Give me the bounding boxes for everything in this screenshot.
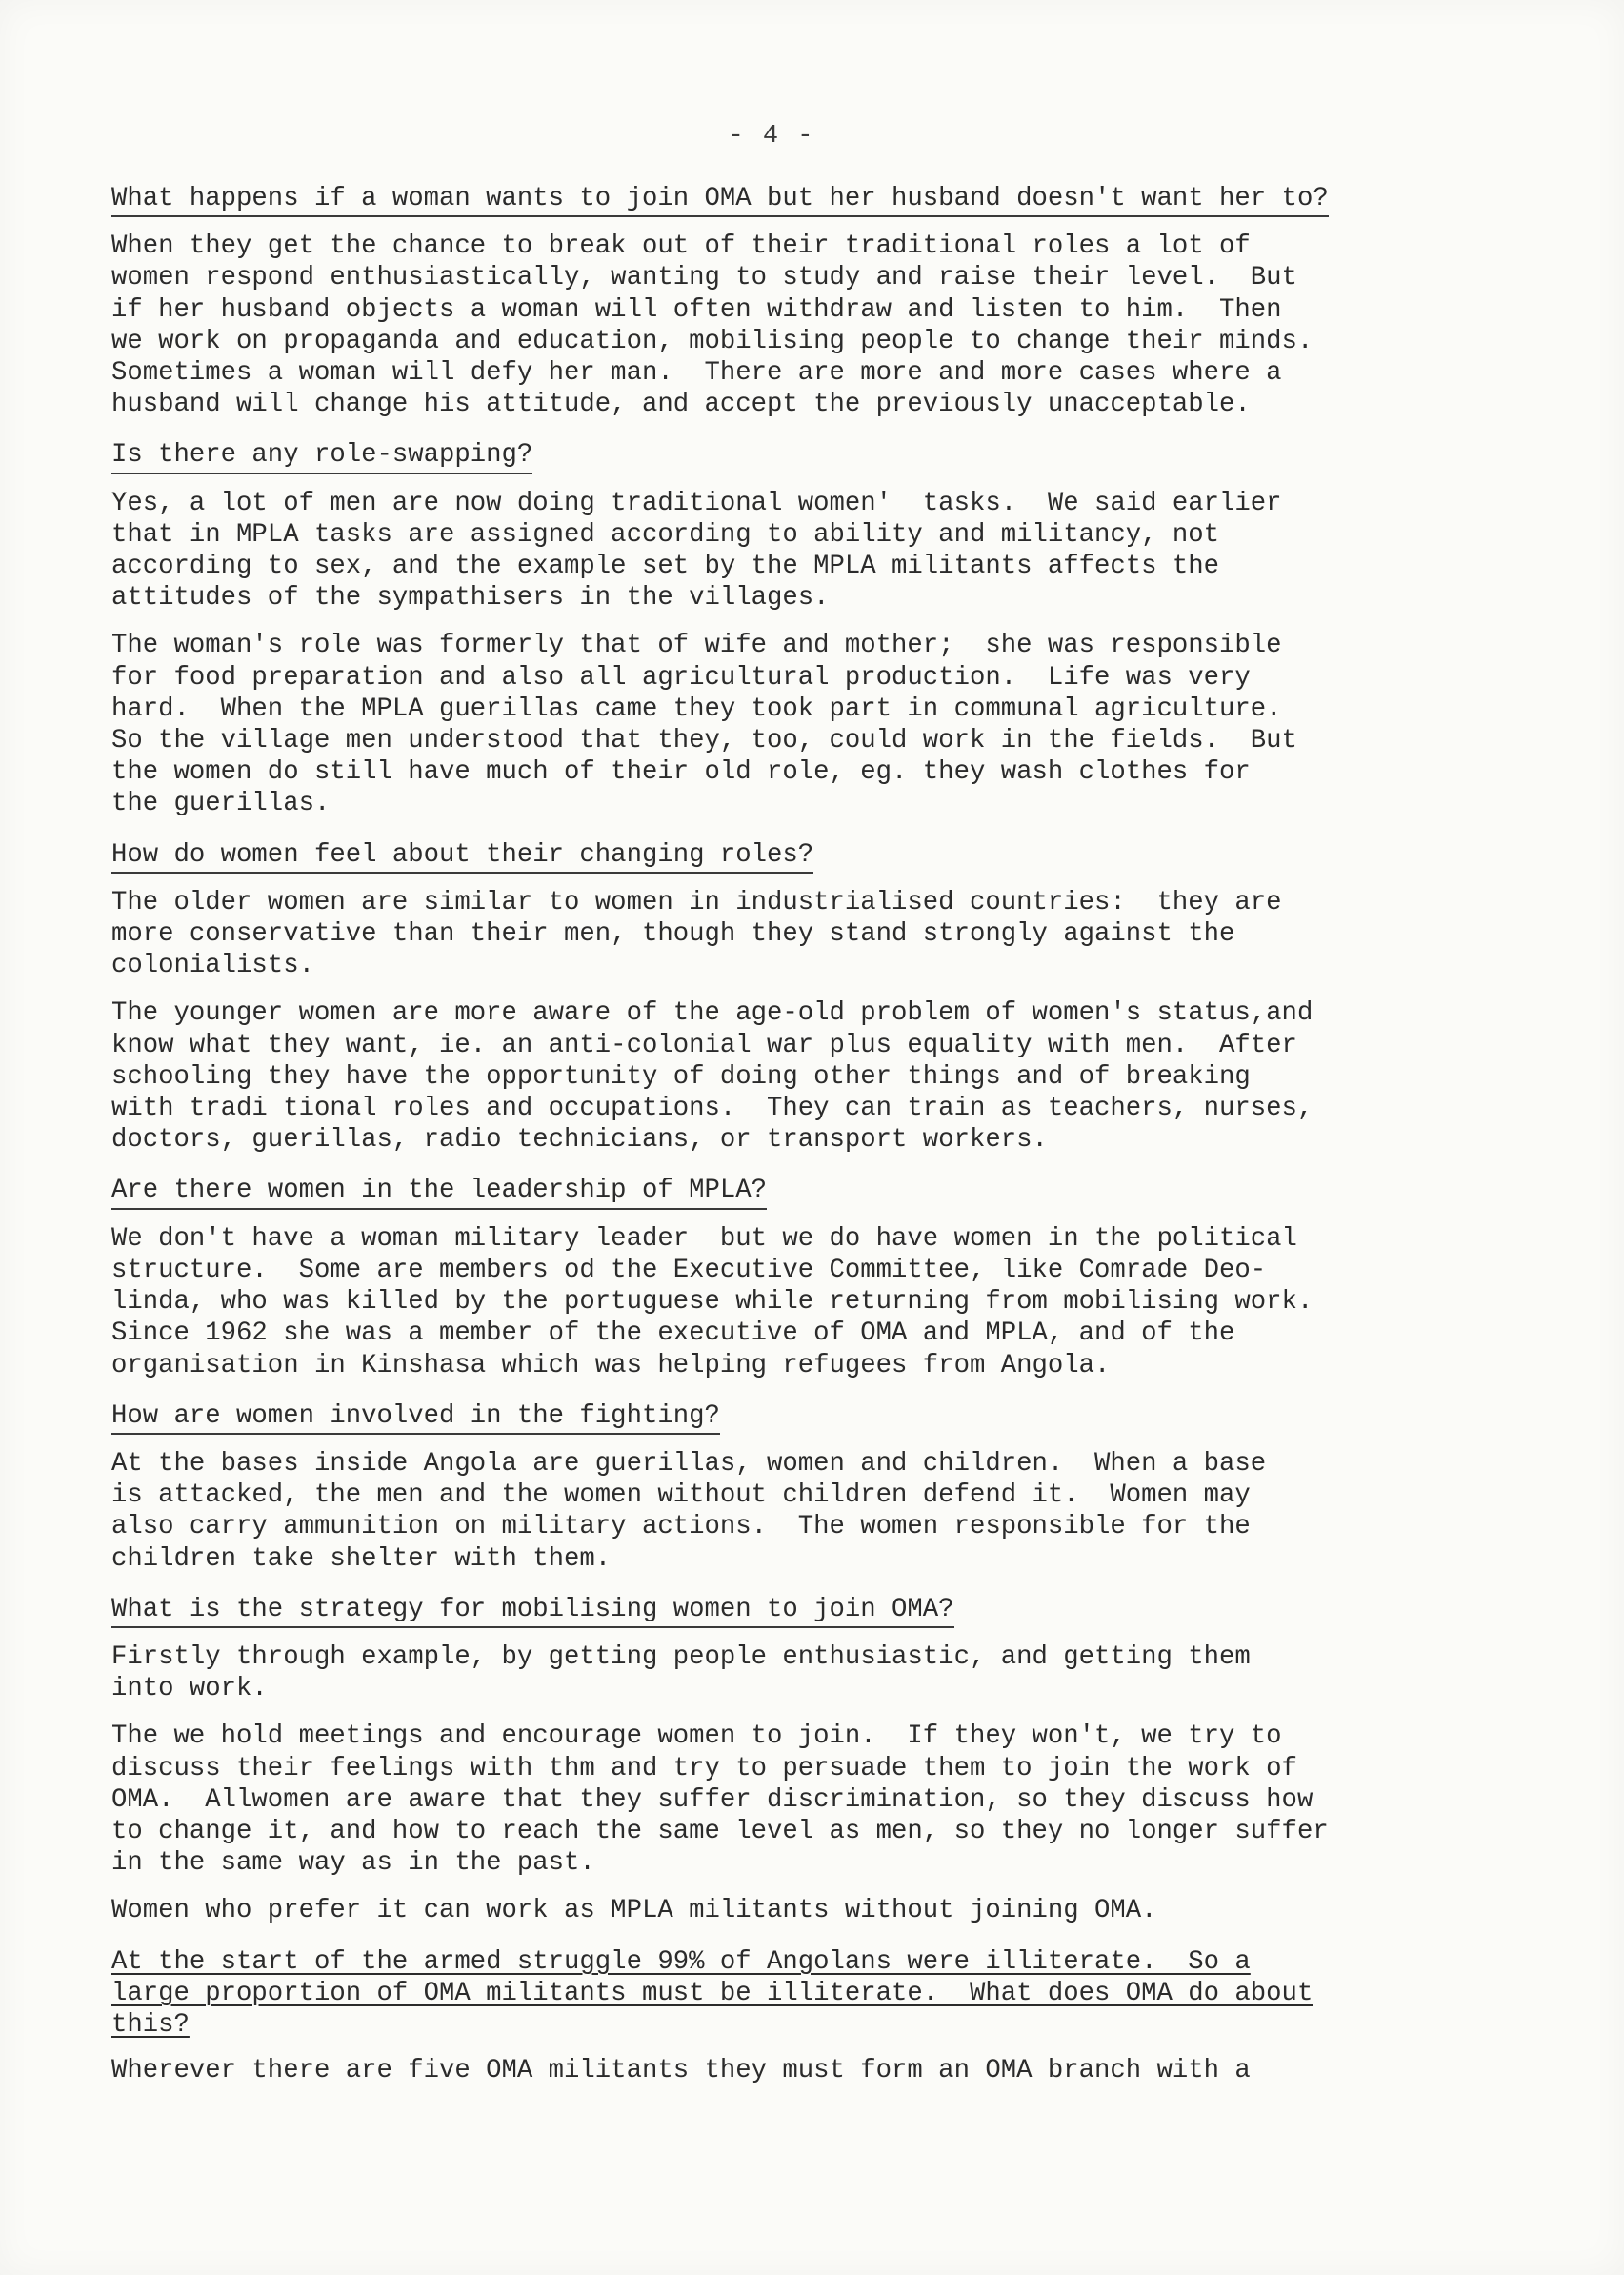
text-line: Wherever there are five OMA militants they must form an OMA branch with a: [111, 2056, 1251, 2086]
answer-paragraph: [111, 488, 1474, 614]
text-line: that in MPLA tasks are assigned according to ability and militancy, not: [111, 519, 1220, 550]
text-line: OMA. Allwomen are aware that they suffer discrimination, so they discuss how: [111, 1784, 1313, 1815]
answer-paragraph: [111, 2055, 1474, 2086]
section-question: How do women feel about their changing roles?: [111, 839, 813, 874]
text-line: with tradi tional roles and occupations. They can train as teachers, nurses,: [111, 1094, 1313, 1124]
text-line: colonialists.: [111, 951, 314, 981]
text-line: according to sex, and the example set by the MPLA militants affects the: [111, 552, 1220, 582]
answer-paragraph: [111, 231, 1474, 420]
text-line: Firstly through example, by getting people enthusiastic, and getting them: [111, 1641, 1251, 1672]
text-line: So the village men understood that they, too, could work in the fields. But: [111, 726, 1297, 756]
qa-section: [111, 1946, 1474, 2087]
text-line: The older women are similar to women in industrialised countries: they are: [111, 887, 1282, 917]
answer-paragraph: [111, 1641, 1474, 1704]
text-line: structure. Some are members od the Executive Committee, like Comrade Deo-: [111, 1255, 1267, 1285]
question-line: large proportion of OMA militants must be illiterate. What does OMA do about: [111, 1978, 1313, 2008]
section-question: How are women involved in the fighting?: [111, 1400, 720, 1435]
qa-section: [111, 839, 1474, 1157]
text-line: schooling they have the opportunity of doing other things and of breaking: [111, 1061, 1251, 1092]
qa-section: [111, 1400, 1474, 1575]
qa-section: [111, 1175, 1474, 1380]
text-line: doctors, guerillas, radio technicians, or transport workers.: [111, 1125, 1048, 1156]
section-question: What is the strategy for mobilising women to join OMA?: [111, 1594, 954, 1628]
answer-paragraph: [111, 887, 1474, 982]
answer-paragraph: [111, 1721, 1474, 1879]
section-question: Are there women in the leadership of MPLA?: [111, 1175, 767, 1209]
text-line: Yes, a lot of men are now doing traditional women' tasks. We said earlier: [111, 488, 1282, 518]
text-line: Sometimes a woman will defy her man. There are more and more cases where a: [111, 358, 1282, 389]
question-line: this?: [111, 2009, 190, 2040]
section-question: Is there any role-swapping?: [111, 439, 532, 473]
text-line: hard. When the MPLA guerillas came they took part in communal agriculture.: [111, 694, 1282, 724]
text-line: to change it, and how to reach the same level as men, so they no longer suffer: [111, 1816, 1329, 1846]
text-line: The woman's role was formerly that of wife and mother; she was responsible: [111, 631, 1282, 661]
text-line: we work on propaganda and education, mobilising people to change their minds.: [111, 326, 1313, 356]
text-line: The we hold meetings and encourage women to join. If they won't, we try to: [111, 1721, 1282, 1752]
text-line: children take shelter with them.: [111, 1543, 612, 1574]
text-line: for food preparation and also all agricultural production. Life was very: [111, 662, 1251, 693]
text-line: if her husband objects a woman will often withdraw and listen to him. Then: [111, 294, 1282, 325]
page-number: - 4 -: [728, 122, 815, 151]
answer-paragraph: [111, 997, 1474, 1156]
qa-section: [111, 183, 1474, 420]
text-line: discuss their feelings with thm and try to persuade them to join the work of: [111, 1753, 1297, 1783]
text-line: At the bases inside Angola are guerillas, women and children. When a base: [111, 1448, 1267, 1479]
text-line: women respond enthusiastically, wanting to study and raise their level. But: [111, 263, 1297, 293]
section-question: What happens if a woman wants to join OMA but her husband doesn't want her to?: [111, 183, 1329, 217]
text-line: attitudes of the sympathisers in the villages.: [111, 583, 830, 614]
document-body: [111, 183, 1474, 2105]
answer-paragraph: [111, 1448, 1474, 1575]
text-line: know what they want, ie. an anti-colonial war plus equality with men. After: [111, 1030, 1297, 1060]
text-line: Since 1962 she was a member of the executive of OMA and MPLA, and of the: [111, 1319, 1235, 1349]
text-line: We don't have a woman military leader but we do have women in the political: [111, 1223, 1297, 1254]
answer-paragraph: [111, 1895, 1474, 1926]
text-line: the guerillas.: [111, 789, 331, 819]
text-line: the women do still have much of their old role, eg. they wash clothes for: [111, 757, 1251, 788]
text-line: organisation in Kinshasa which was helping refugees from Angola.: [111, 1350, 1111, 1380]
text-line: into work.: [111, 1674, 268, 1704]
answer-paragraph: [111, 1223, 1474, 1381]
question-line: At the start of the armed struggle 99% of Angolans were illiterate. So a: [111, 1946, 1251, 1977]
text-line: husband will change his attitude, and accept the previously unacceptable.: [111, 390, 1251, 420]
section-question: [111, 1946, 1474, 2043]
text-line: in the same way as in the past.: [111, 1848, 595, 1879]
text-line: also carry ammunition on military actions. The women responsible for the: [111, 1512, 1251, 1542]
text-line: is attacked, the men and the women without children defend it. Women may: [111, 1480, 1251, 1511]
text-line: more conservative than their men, though they stand strongly against the: [111, 919, 1235, 950]
qa-section: [111, 439, 1474, 819]
qa-section: [111, 1594, 1474, 1927]
text-line: linda, who was killed by the portuguese while returning from mobilising work.: [111, 1287, 1313, 1318]
text-line: The younger women are more aware of the age-old problem of women's status,and: [111, 998, 1313, 1029]
text-line: Women who prefer it can work as MPLA militants without joining OMA.: [111, 1896, 1157, 1926]
text-line: When they get the chance to break out of their traditional roles a lot of: [111, 232, 1251, 262]
answer-paragraph: [111, 630, 1474, 819]
